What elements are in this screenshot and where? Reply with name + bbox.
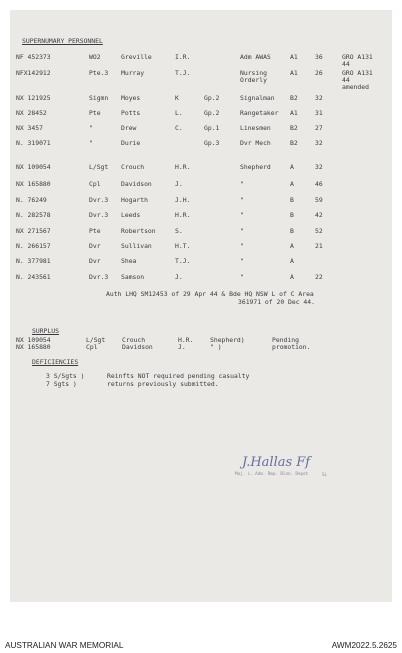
footer-accession-number: AWM2022.5.2625 bbox=[331, 641, 397, 650]
row-13-appt: " bbox=[240, 227, 244, 235]
archive-footer bbox=[0, 639, 402, 653]
row-14-rank: Dvr bbox=[89, 242, 101, 250]
deficiency-0-count: 3 S/Sgts ) bbox=[46, 372, 85, 380]
row-15-rank: Dvr bbox=[89, 257, 101, 265]
row-7-age: 27 bbox=[315, 124, 323, 132]
row-16-init: J. bbox=[175, 273, 183, 281]
row-2-note: GRO A131 bbox=[342, 69, 373, 77]
authority-line-2: 361971 of 20 Dec 44. bbox=[238, 298, 315, 306]
row-11-age: 59 bbox=[315, 196, 323, 204]
row-5-name: Moyes bbox=[121, 94, 141, 102]
row-11-no: N. 76249 bbox=[16, 196, 47, 204]
row-2-cls: A1 bbox=[290, 69, 298, 77]
signature-suffix: SL bbox=[322, 472, 328, 477]
surplus-row-1-init: J. bbox=[178, 343, 186, 351]
row-8-age: 32 bbox=[315, 139, 323, 147]
row-3-appt: Orderly bbox=[240, 76, 267, 84]
row-5-cls: B2 bbox=[290, 94, 298, 102]
row-15-init: T.J. bbox=[175, 257, 191, 265]
row-2-init: T.J. bbox=[175, 69, 191, 77]
row-7-rank: " bbox=[89, 124, 93, 132]
row-6-appt: Rangetaker bbox=[240, 109, 279, 117]
row-2-no: NFX142912 bbox=[16, 69, 51, 77]
row-6-grp: Gp.2 bbox=[204, 109, 220, 117]
row-11-appt: " bbox=[240, 196, 244, 204]
surplus-row-0-name: Crouch bbox=[122, 336, 146, 344]
row-12-rank: Dvr.3 bbox=[89, 211, 109, 219]
row-16-age: 22 bbox=[315, 273, 323, 281]
row-0-name: Greville bbox=[121, 53, 152, 61]
row-14-init: H.T. bbox=[175, 242, 191, 250]
row-5-init: K bbox=[175, 94, 179, 102]
footer-institution: AUSTRALIAN WAR MEMORIAL bbox=[5, 641, 124, 650]
row-7-grp: Gp.1 bbox=[204, 124, 220, 132]
row-9-cls: A bbox=[290, 163, 294, 171]
row-2-rank: Pte.3 bbox=[89, 69, 109, 77]
row-9-name: Crouch bbox=[121, 163, 145, 171]
row-8-rank: " bbox=[89, 139, 93, 147]
row-9-rank: L/Sgt bbox=[89, 163, 109, 171]
row-16-name: Samson bbox=[121, 273, 145, 281]
row-14-no: N. 266157 bbox=[16, 242, 51, 250]
row-5-no: NX 121925 bbox=[16, 94, 51, 102]
row-13-rank: Pte bbox=[89, 227, 101, 235]
row-0-rank: WO2 bbox=[89, 53, 101, 61]
row-10-name: Davidson bbox=[121, 180, 152, 188]
row-6-age: 31 bbox=[315, 109, 323, 117]
row-11-rank: Dvr.3 bbox=[89, 196, 109, 204]
row-10-appt: " bbox=[240, 180, 244, 188]
row-12-init: H.R. bbox=[175, 211, 191, 219]
row-0-note: GRO A131 bbox=[342, 53, 373, 61]
signature-caption: Maj. i. Adm. Rmp. Blan. Depot bbox=[235, 471, 309, 476]
row-14-name: Sullivan bbox=[121, 242, 152, 250]
deficiency-0-text: Reinfts NOT required pending casualty bbox=[107, 372, 250, 380]
surplus-row-1-no: NX 165880 bbox=[16, 343, 51, 351]
row-15-cls: A bbox=[290, 257, 294, 265]
document-page bbox=[10, 10, 392, 602]
row-8-no: N. 319071 bbox=[16, 139, 51, 147]
authority-line-1: Auth LHQ SM12453 of 29 Apr 44 & Bde HQ NSW L of C Area bbox=[106, 290, 314, 298]
surplus-row-1-rank: Cpl bbox=[86, 343, 98, 351]
row-0-cls: A1 bbox=[290, 53, 298, 61]
row-7-appt: Linesmen bbox=[240, 124, 271, 132]
section-heading-deficiencies: DEFICIENCIES bbox=[32, 358, 79, 366]
section-heading-surplus: SURPLUS bbox=[32, 327, 59, 335]
row-7-no: NX 3457 bbox=[16, 124, 43, 132]
row-10-rank: Cpl bbox=[89, 180, 101, 188]
row-16-cls: A bbox=[290, 273, 294, 281]
row-2-name: Murray bbox=[121, 69, 145, 77]
row-2-appt: Nursing bbox=[240, 69, 267, 77]
row-9-age: 32 bbox=[315, 163, 323, 171]
surplus-row-0-note: Pending bbox=[272, 336, 299, 344]
row-5-appt: Signalman bbox=[240, 94, 275, 102]
row-16-no: N. 243561 bbox=[16, 273, 51, 281]
row-5-age: 32 bbox=[315, 94, 323, 102]
row-8-name: Durie bbox=[121, 139, 141, 147]
row-8-cls: B2 bbox=[290, 139, 298, 147]
surplus-row-0-no: NX 109054 bbox=[16, 336, 51, 344]
row-13-no: NX 271567 bbox=[16, 227, 51, 235]
signature: J.Hallas Ff bbox=[242, 455, 311, 470]
row-12-appt: " bbox=[240, 211, 244, 219]
row-8-grp: Gp.3 bbox=[204, 139, 220, 147]
row-11-cls: B bbox=[290, 196, 294, 204]
row-0-no: NF 452373 bbox=[16, 53, 51, 61]
row-6-no: NX 28452 bbox=[16, 109, 47, 117]
row-12-cls: B bbox=[290, 211, 294, 219]
surplus-row-0-appt: Shepherd) bbox=[210, 336, 245, 344]
row-8-appt: Dvr Mech bbox=[240, 139, 271, 147]
row-0-init: I.R. bbox=[175, 53, 191, 61]
row-1-note: 44 bbox=[342, 60, 350, 68]
surplus-row-1-appt: " ) bbox=[210, 343, 222, 351]
row-10-no: NX 165880 bbox=[16, 180, 51, 188]
row-10-cls: A bbox=[290, 180, 294, 188]
row-13-init: S. bbox=[175, 227, 183, 235]
row-9-appt: Shepherd bbox=[240, 163, 271, 171]
row-6-rank: Pte bbox=[89, 109, 101, 117]
row-10-init: J. bbox=[175, 180, 183, 188]
surplus-row-0-init: H.R. bbox=[178, 336, 194, 344]
row-15-no: N. 377981 bbox=[16, 257, 51, 265]
row-2-age: 26 bbox=[315, 69, 323, 77]
row-13-cls: B bbox=[290, 227, 294, 235]
row-14-age: 21 bbox=[315, 242, 323, 250]
row-7-cls: B2 bbox=[290, 124, 298, 132]
row-13-name: Robertson bbox=[121, 227, 156, 235]
row-12-name: Leeds bbox=[121, 211, 141, 219]
row-5-grp: Gp.2 bbox=[204, 94, 220, 102]
row-11-init: J.H. bbox=[175, 196, 191, 204]
row-7-init: C. bbox=[175, 124, 183, 132]
row-6-name: Potts bbox=[121, 109, 141, 117]
row-9-init: H.R. bbox=[175, 163, 191, 171]
row-6-cls: A1 bbox=[290, 109, 298, 117]
row-7-name: Drew bbox=[121, 124, 137, 132]
surplus-row-0-rank: L/Sgt bbox=[86, 336, 106, 344]
row-10-age: 46 bbox=[315, 180, 323, 188]
row-11-name: Hogarth bbox=[121, 196, 148, 204]
row-16-appt: " bbox=[240, 273, 244, 281]
row-6-init: L. bbox=[175, 109, 183, 117]
row-15-appt: " bbox=[240, 257, 244, 265]
row-16-rank: Dvr.3 bbox=[89, 273, 109, 281]
row-12-age: 42 bbox=[315, 211, 323, 219]
row-12-no: N. 282578 bbox=[16, 211, 51, 219]
row-0-appt: Adm AWAS bbox=[240, 53, 271, 61]
section-heading-supernumary: SUPERNUMARY PERSONNEL bbox=[22, 37, 103, 45]
row-13-age: 52 bbox=[315, 227, 323, 235]
row-14-cls: A bbox=[290, 242, 294, 250]
row-4-note: amended bbox=[342, 83, 369, 91]
deficiency-1-count: 7 Sgts ) bbox=[46, 380, 77, 388]
row-14-appt: " bbox=[240, 242, 244, 250]
row-5-rank: Sigmn bbox=[89, 94, 109, 102]
row-15-name: Shea bbox=[121, 257, 137, 265]
row-9-no: NX 109054 bbox=[16, 163, 51, 171]
row-3-note: 44 bbox=[342, 76, 350, 84]
surplus-row-1-note: promotion. bbox=[272, 343, 311, 351]
deficiency-1-text: returns previously submitted. bbox=[107, 380, 219, 388]
surplus-row-1-name: Davidson bbox=[122, 343, 153, 351]
row-0-age: 36 bbox=[315, 53, 323, 61]
